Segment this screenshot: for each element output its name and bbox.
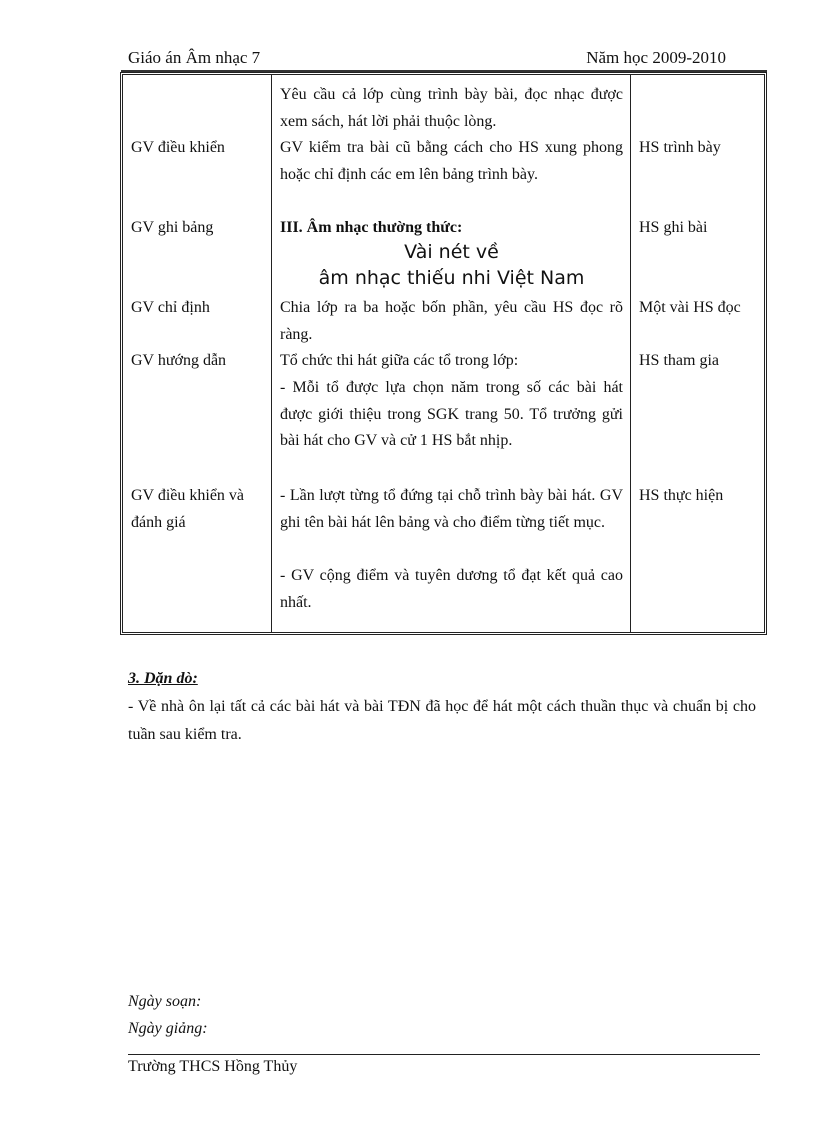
column-divider-1 bbox=[271, 75, 272, 632]
row-4-student: HS tham gia bbox=[639, 352, 719, 369]
row-5-student: HS thực hiện bbox=[639, 487, 724, 504]
page-header bbox=[128, 48, 766, 70]
row-2-section-title: III. Âm nhạc thường thức: bbox=[280, 219, 463, 236]
row-3-content: Chia lớp ra ba hoặc bốn phần, yêu cầu HS đọc rõ ràng. bbox=[280, 299, 623, 343]
row-0-content: Yêu cầu cả lớp cùng trình bày bài, đọc nhạc được xem sách, hát lời phải thuộc lòng. bbox=[280, 86, 623, 130]
header-subject: Giáo án Âm nhạc 7 bbox=[128, 48, 261, 67]
lesson-table bbox=[120, 72, 767, 635]
header-school-year: Năm học 2009-2010 bbox=[586, 48, 726, 67]
teach-date-label: Ngày giảng: bbox=[128, 1020, 208, 1037]
row-2-student: HS ghi bài bbox=[639, 219, 708, 236]
row-1-teacher: GV điều khiển bbox=[131, 139, 225, 156]
section-3-title: 3. Dặn dò: bbox=[128, 670, 198, 687]
row-2-teacher: GV ghi bảng bbox=[131, 219, 214, 236]
row-5-content-1: - Lần lượt từng tổ đứng tại chỗ trình bày bài hát. GV ghi tên bài hát lên bảng và cho điểm từng tiết mục. bbox=[280, 487, 623, 531]
row-4-content-2: - Mỗi tổ được lựa chọn năm trong số các bài hát được giới thiệu trong SGK trang 50. Tổ trưởng gửi bài hát cho GV và cử 1 HS bắt nhịp. bbox=[280, 379, 623, 449]
row-5-content-2: - GV cộng điểm và tuyên dương tổ đạt kết quả cao nhất. bbox=[280, 567, 623, 611]
row-3-student: Một vài HS đọc bbox=[639, 299, 741, 316]
row-2-title-line-2: âm nhạc thiếu nhi Việt Nam bbox=[318, 267, 585, 289]
row-4-content-1: Tổ chức thi hát giữa các tổ trong lớp: bbox=[280, 352, 519, 369]
dates-block bbox=[128, 988, 208, 1042]
row-3-teacher: GV chỉ định bbox=[131, 299, 210, 316]
column-divider-2 bbox=[630, 75, 631, 632]
footer-divider bbox=[128, 1054, 760, 1055]
row-1-content: GV kiểm tra bài cũ bằng cách cho HS xung phong hoặc chỉ định các em lên bảng trình bày. bbox=[280, 139, 623, 183]
row-2-title-line-1: Vài nét về bbox=[404, 241, 499, 263]
footer-school: Trường THCS Hồng Thủy bbox=[128, 1058, 298, 1075]
row-4-teacher: GV hướng dẫn bbox=[131, 352, 227, 369]
row-5-teacher: GV điều khiển và đánh giá bbox=[131, 487, 245, 531]
prep-date-label: Ngày soạn: bbox=[128, 993, 202, 1010]
row-1-student: HS trình bày bbox=[639, 139, 721, 156]
section-3-body: - Về nhà ôn lại tất cả các bài hát và bài TĐN đã học để hát một cách thuần thục và chuẩn bị cho tuần sau kiểm tra. bbox=[128, 698, 756, 743]
